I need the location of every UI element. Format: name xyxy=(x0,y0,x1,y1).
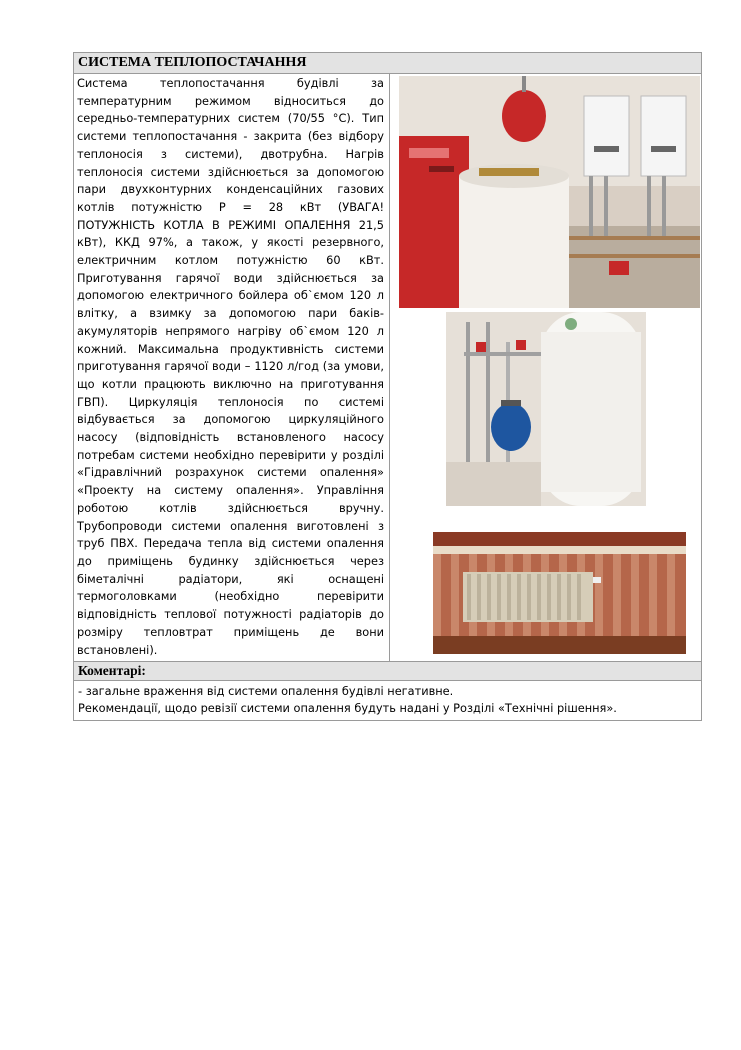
photo-column xyxy=(390,74,701,660)
comment-line: Рекомендації, щодо ревізії системи опалення будуть надані у Розділі «Технічні рішення». xyxy=(78,701,617,716)
content-row xyxy=(74,74,701,662)
boiler-room-photo xyxy=(399,76,700,308)
boiler-room-icon xyxy=(399,76,700,308)
water-heater-icon xyxy=(446,312,646,506)
section-body: Система теплопостачання будівлі за температурним режимом відноситься до середньо-температурних систем (70/55 °С). Тип системи теплопостачання - закрита (без відбору теплоносія з системи), двотрубна. Нагрів теплоносія системи здійснюється за допомогою пари двухконтурних конденсаційних газових котлів потужністю Р = 28 кВт (УВАГА! ПОТУЖНІСТЬ КОТЛА В РЕЖИМІ ОПАЛЕННЯ 21,5 кВт), ККД 97%, а також, у якості резервного, електричним котлом потужністю 60 кВт. Приготування гарячої води здійснюється за допомогою електричного бойлера об`ємом 120 л влітку, а взимку за допомогою пари баків-акумуляторів непрямого нагріву об`ємом 120 л кожний. Максимальна продуктивність системи приготування гарячої води – 1120 л/год (за умови, що котли працюють виключно на приготування ГВП). Циркуляція теплоносія по системі відбувається за допомогою циркуляційного насосу (відповідність встановленого насосу потребам системи необхідно перевірити у розділі «Гідравлічний розрахунок системи опалення» «Проекту на систему опалення». Управління роботою котлів здійснюється вручну. Трубопроводи системи опалення виготовлені з труб ПВХ. Передача тепла від системи опалення до приміщень будинку здійснюється через біметалічні радіатори, які оснащені термоголовками (необхідно перевірити відповідність теплової потужності радіаторів до розміру тепловтрат приміщень де вони встановлені). xyxy=(74,74,390,661)
comments-title: Коментарі: xyxy=(74,662,701,681)
section-title: СИСТЕМА ТЕПЛОПОСТАЧАННЯ xyxy=(74,53,701,74)
comments-body xyxy=(74,681,701,720)
radiator-photo xyxy=(433,532,686,654)
water-heater-photo xyxy=(446,312,646,506)
comment-line: - загальне враження від системи опалення будівлі негативне. xyxy=(78,684,454,699)
heating-system-table xyxy=(73,52,702,721)
radiator-icon xyxy=(433,532,686,654)
